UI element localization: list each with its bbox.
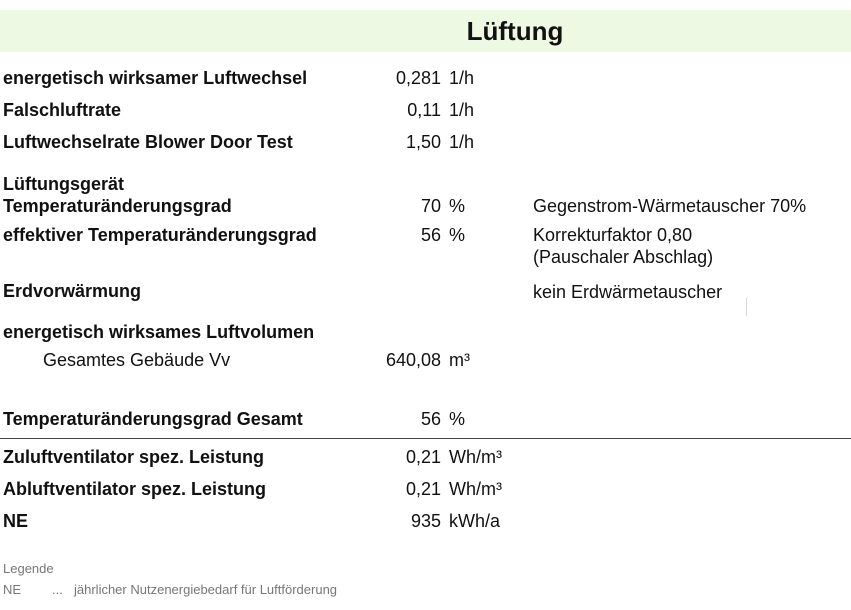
label-temperaturaenderungsgrad-gesamt: Temperaturänderungsgrad Gesamt (3, 409, 303, 429)
label-erdvorwaermung: Erdvorwärmung (3, 281, 142, 301)
unit-temperaturaenderungsgrad: % (449, 196, 466, 216)
note-erdwaermetauscher: kein Erdwärmetauscher (533, 282, 723, 302)
unit-temperaturaenderungsgrad-gesamt: % (449, 409, 466, 429)
value-temperaturaenderungsgrad-gesamt: 56 (420, 409, 441, 429)
label-luftvolumen: energetisch wirksames Luftvolumen (3, 322, 315, 342)
label-abluftventilator: Abluftventilator spez. Leistung (3, 479, 267, 499)
value-gesamtes-gebaeude: 640,08 (385, 350, 441, 370)
label-luftwechsel: energetisch wirksamer Luftwechsel (3, 68, 308, 88)
page-title: Lüftung (466, 16, 564, 46)
unit-effektiver-temperaturaenderungsgrad: % (449, 225, 466, 245)
unit-zuluftventilator: Wh/m³ (449, 447, 502, 467)
unit-luftwechsel: 1/h (449, 68, 475, 88)
value-ne: 935 (410, 511, 441, 531)
label-ne: NE (3, 511, 29, 531)
value-abluftventilator: 0,21 (405, 479, 441, 499)
unit-falschluftrate: 1/h (449, 100, 475, 120)
label-falschluftrate: Falschluftrate (3, 100, 122, 120)
value-blower-door: 1,50 (405, 132, 441, 152)
note-waermetauscher: Gegenstrom-Wärmetauscher 70% (533, 196, 807, 216)
label-gesamtes-gebaeude: Gesamtes Gebäude Vv (43, 350, 231, 370)
label-temperaturaenderungsgrad: Temperaturänderungsgrad (3, 196, 232, 216)
unit-blower-door: 1/h (449, 132, 475, 152)
value-zuluftventilator: 0,21 (405, 447, 441, 467)
value-temperaturaenderungsgrad: 70 (420, 196, 441, 216)
value-effektiver-temperaturaenderungsgrad: 56 (420, 225, 441, 245)
unit-ne: kWh/a (449, 511, 501, 531)
legend-abbr: NE (3, 582, 22, 597)
value-falschluftrate: 0,11 (407, 100, 441, 120)
text-cursor-icon (746, 298, 747, 316)
value-luftwechsel: 0,281 (395, 68, 441, 88)
note-korrekturfaktor: Korrekturfaktor 0,80 (533, 225, 693, 245)
unit-gesamtes-gebaeude: m³ (449, 350, 470, 370)
label-zuluftventilator: Zuluftventilator spez. Leistung (3, 447, 265, 467)
note-pauschaler-abschlag: (Pauschaler Abschlag) (533, 247, 714, 267)
legend-dots: ... (52, 582, 63, 597)
unit-abluftventilator: Wh/m³ (449, 479, 502, 499)
legend-heading: Legende (3, 561, 54, 576)
label-blower-door: Luftwechselrate Blower Door Test (3, 132, 293, 152)
label-effektiver-temperaturaenderungsgrad: effektiver Temperaturänderungsgrad (3, 225, 317, 245)
legend-text: jährlicher Nutzenergiebedarf für Luftförderung (74, 582, 338, 597)
section-divider (0, 438, 851, 439)
label-lueftungsgeraet: Lüftungsgerät (3, 174, 124, 194)
